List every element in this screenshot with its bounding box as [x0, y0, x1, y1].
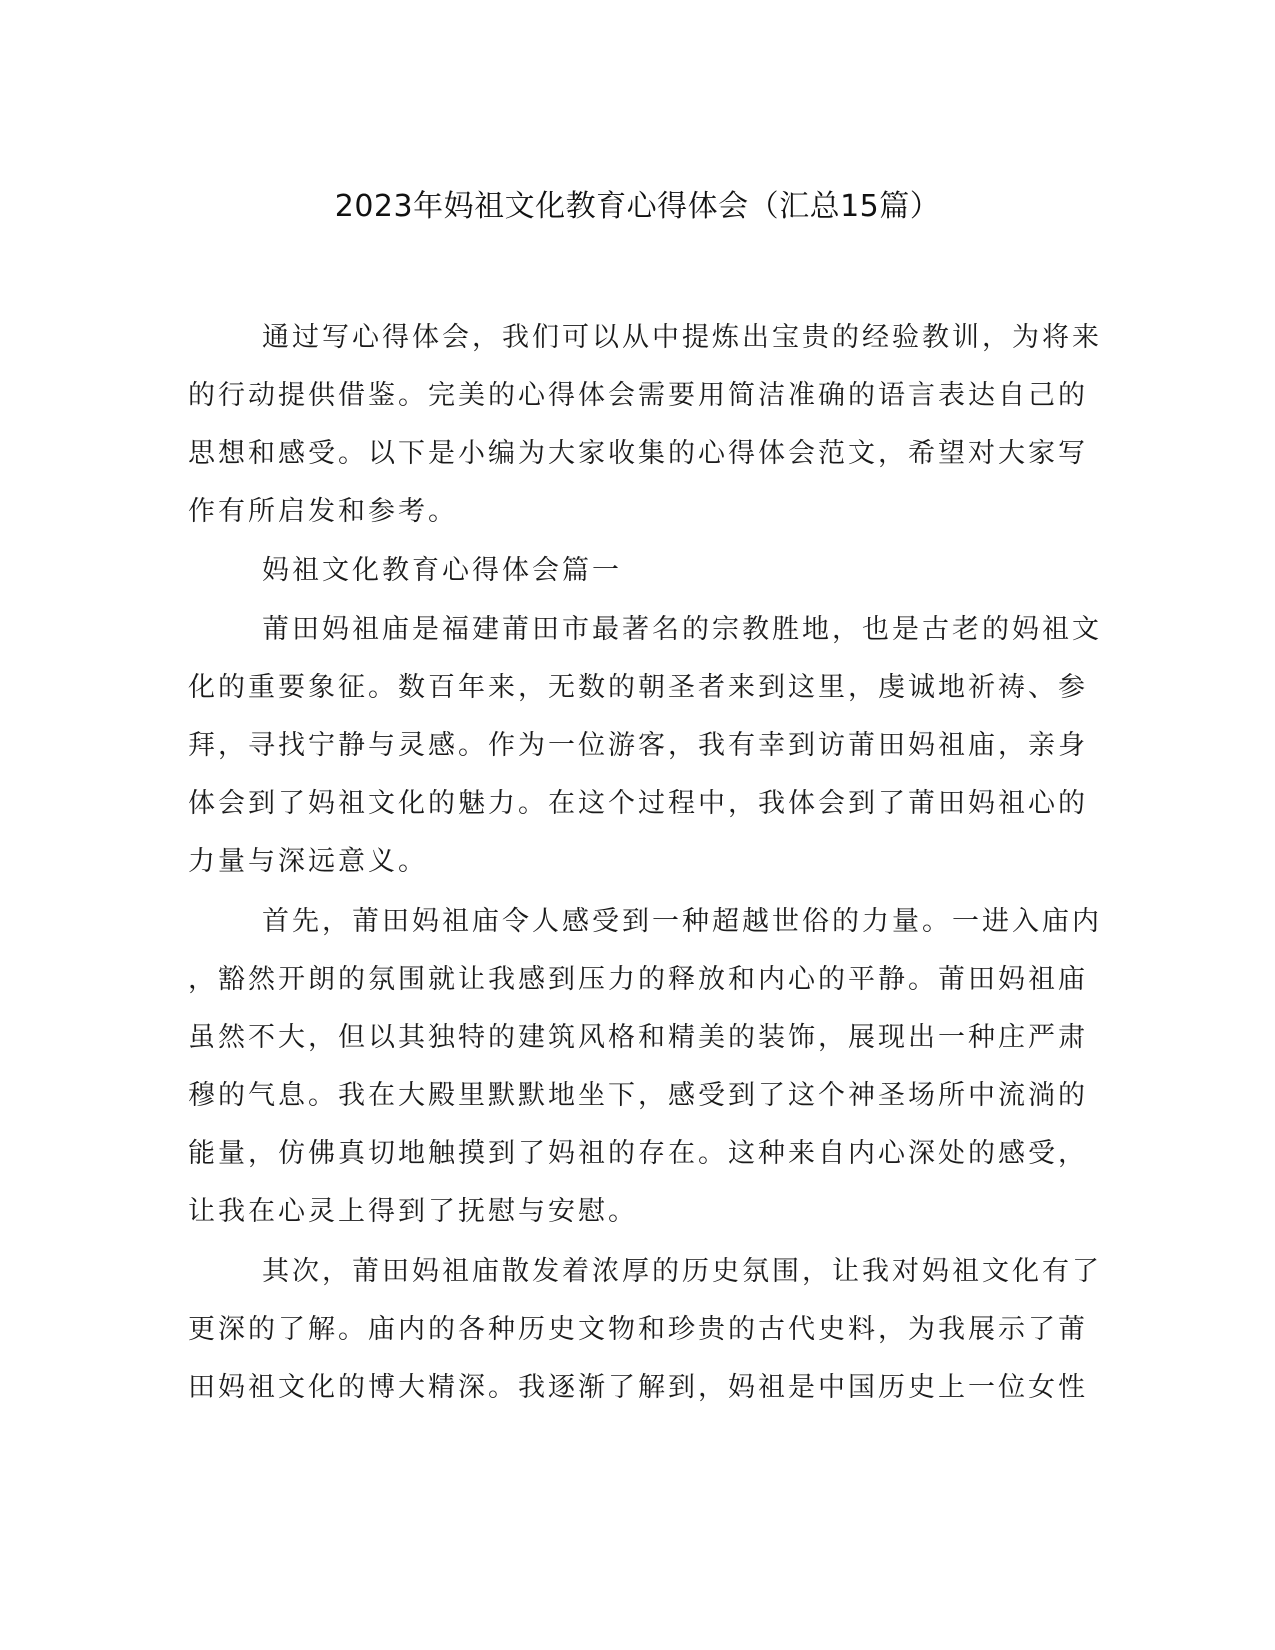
- paragraph-line: 虽然不大，但以其独特的建筑风格和精美的装饰，展现出一种庄严肃: [188, 1022, 1088, 1053]
- paragraph-line: 作有所启发和参考。: [188, 496, 458, 527]
- paragraph-line: 力量与深远意义。: [188, 846, 428, 877]
- paragraph-line: 让我在心灵上得到了抚慰与安慰。: [188, 1196, 638, 1227]
- section-heading: 妈祖文化教育心得体会篇一: [262, 555, 622, 586]
- paragraph-line: 田妈祖文化的博大精深。我逐渐了解到，妈祖是中国历史上一位女性: [188, 1372, 1088, 1403]
- paragraph-line: 其次，莆田妈祖庙散发着浓厚的历史氛围，让我对妈祖文化有了: [262, 1256, 1102, 1287]
- paragraph-line: 莆田妈祖庙是福建莆田市最著名的宗教胜地，也是古老的妈祖文: [262, 614, 1102, 645]
- paragraph-line: 的行动提供借鉴。完美的心得体会需要用简洁准确的语言表达自己的: [188, 380, 1088, 411]
- paragraph-line: 穆的气息。我在大殿里默默地坐下，感受到了这个神圣场所中流淌的: [188, 1080, 1088, 1111]
- paragraph-line: 通过写心得体会，我们可以从中提炼出宝贵的经验教训，为将来: [262, 322, 1102, 353]
- paragraph-line: 化的重要象征。数百年来，无数的朝圣者来到这里，虔诚地祈祷、参: [188, 672, 1088, 703]
- document-title: 2023年妈祖文化教育心得体会（汇总15篇）: [334, 189, 941, 224]
- paragraph-line: 拜，寻找宁静与灵感。作为一位游客，我有幸到访莆田妈祖庙，亲身: [188, 730, 1088, 761]
- paragraph-line: 更深的了解。庙内的各种历史文物和珍贵的古代史料，为我展示了莆: [188, 1314, 1088, 1345]
- paragraph-line: 思想和感受。以下是小编为大家收集的心得体会范文，希望对大家写: [188, 438, 1088, 469]
- paragraph-line: 体会到了妈祖文化的魅力。在这个过程中，我体会到了莆田妈祖心的: [188, 788, 1088, 819]
- paragraph-line: ，豁然开朗的氛围就让我感到压力的释放和内心的平静。莆田妈祖庙: [188, 964, 1088, 995]
- paragraph-line: 能量，仿佛真切地触摸到了妈祖的存在。这种来自内心深处的感受，: [188, 1138, 1088, 1169]
- paragraph-line: 首先，莆田妈祖庙令人感受到一种超越世俗的力量。一进入庙内: [262, 906, 1102, 937]
